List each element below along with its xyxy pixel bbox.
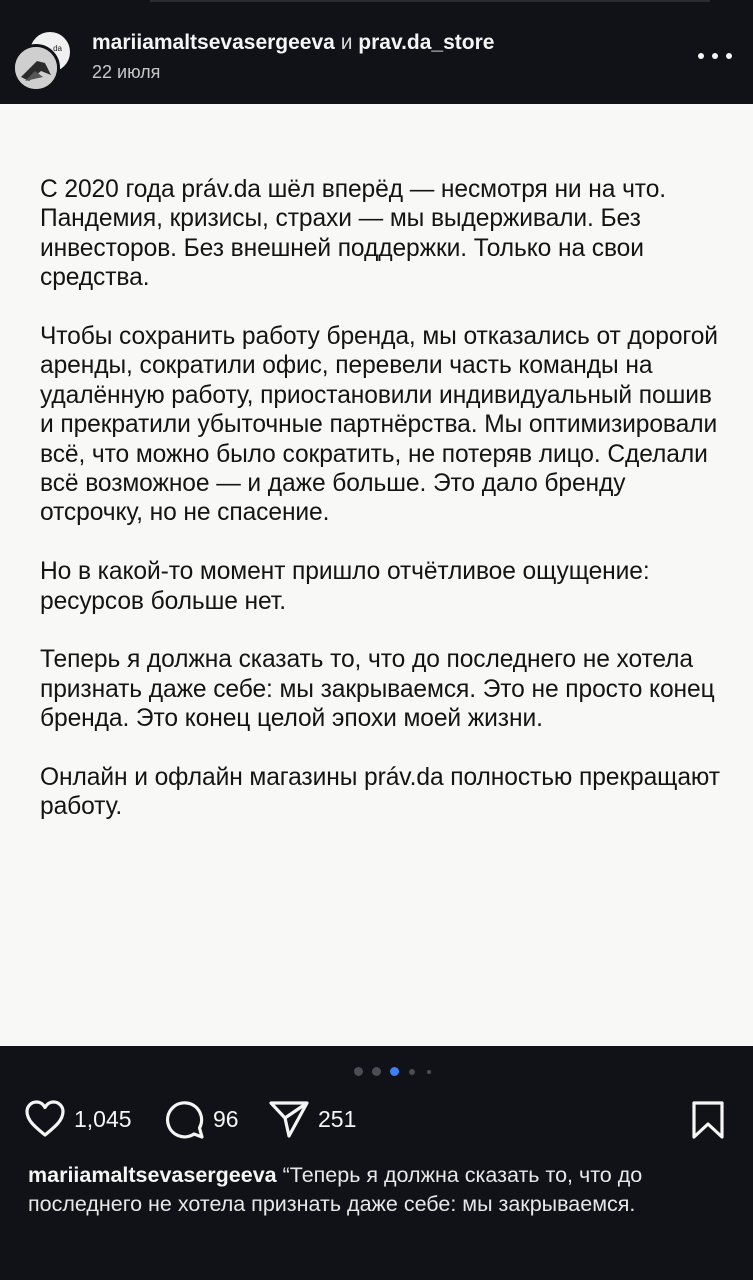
post-paragraph: Онлайн и офлайн магазины práv.da полностью прекращают работу. — [40, 764, 720, 821]
carousel-dot — [427, 1070, 431, 1074]
post-image[interactable] — [0, 104, 753, 1046]
comment-button[interactable] — [163, 1097, 239, 1141]
author-username[interactable]: mariiamaltsevasergeeva — [92, 31, 335, 54]
post-date: 22 июля — [92, 62, 161, 82]
authors-conjunction: и — [340, 31, 353, 54]
comment-icon — [163, 1098, 205, 1140]
post-actions — [0, 1097, 753, 1143]
shares-count[interactable]: 251 — [318, 1105, 357, 1132]
avatar-photo-icon — [15, 47, 57, 89]
post-paragraph: Чтобы сохранить работу бренда, мы отказались от дорогой аренды, сократили офис, перевели часть команды на удалённую работу, приостановили индивидуальный пошив и прекратили убыточные партнёрства. Мы оптимизировали всё, что можно было сократить, не потеряв лицо. Сделали всё возможное — и даже больше. Это дало бренду отсрочку, но не спасение. — [40, 323, 718, 527]
caption-username[interactable]: mariiamaltsevasergeeva — [28, 1163, 277, 1187]
post-paragraph: Теперь я должна сказать то, что до последнего не хотела признать даже себе: мы закрываемся. Это не просто конец бренда. Это конец целой эпохи моей жизни. — [40, 646, 715, 733]
carousel-dot — [409, 1069, 415, 1075]
more-dots-icon[interactable] — [698, 44, 732, 68]
share-button[interactable] — [268, 1097, 356, 1141]
post-caption — [28, 1161, 728, 1219]
caption-text: “Теперь я должна сказать то, что до последнего не хотела признать даже себе: мы закрываемся. — [28, 1163, 643, 1216]
like-button[interactable] — [24, 1097, 132, 1141]
avatar-badge-text: da — [53, 44, 62, 53]
collab-avatars[interactable] — [12, 30, 70, 88]
carousel-indicator — [0, 1066, 753, 1078]
post-header — [0, 0, 753, 104]
post-text — [40, 175, 730, 851]
bookmark-icon — [690, 1100, 726, 1140]
post-authors — [92, 30, 494, 56]
likes-count[interactable]: 1,045 — [74, 1105, 132, 1132]
carousel-dot — [354, 1067, 363, 1076]
user-avatar[interactable] — [12, 44, 60, 92]
post-paragraph: Но в какой-то момент пришло отчётливое ощущение: ресурсов больше нет. — [40, 558, 650, 615]
post-paragraph: С 2020 года práv.da шёл вперёд — несмотря ни на что. Пандемия, кризисы, страхи — мы выдерживали. Без инвесторов. Без внешней поддержки. Только на свои средства. — [40, 176, 666, 292]
collaborator-username[interactable]: prav.da_store — [358, 31, 495, 54]
comments-count[interactable]: 96 — [213, 1105, 239, 1132]
top-divider — [150, 0, 710, 2]
send-icon — [268, 1098, 310, 1140]
carousel-dot — [372, 1067, 381, 1076]
carousel-dot-active — [390, 1067, 399, 1076]
heart-icon — [24, 1099, 66, 1139]
save-button[interactable] — [690, 1100, 726, 1145]
